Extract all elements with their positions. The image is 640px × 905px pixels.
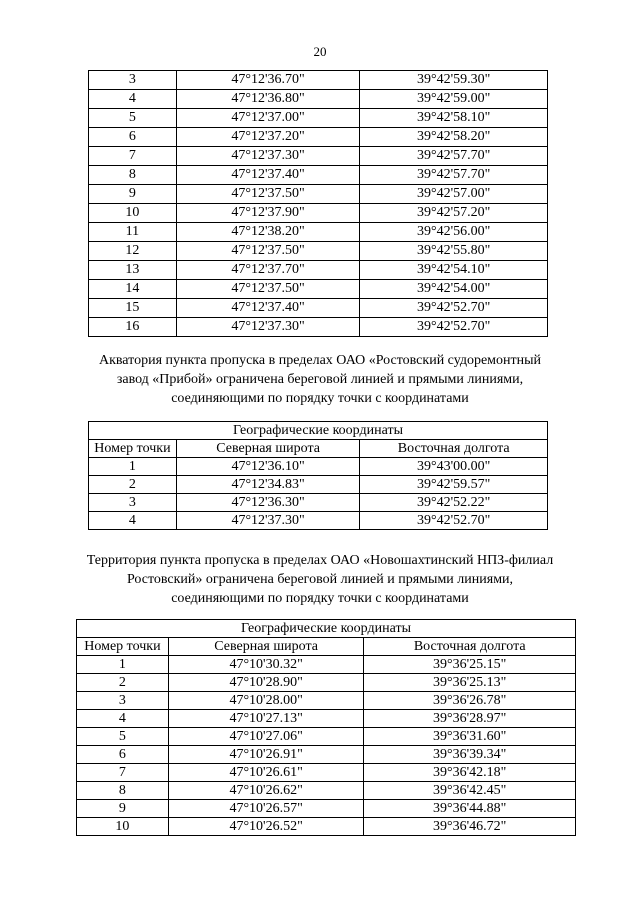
point-number-cell: 2 [77, 674, 169, 692]
table-row [77, 674, 576, 692]
paragraph-line: завод «Прибой» ограничена береговой линией и прямыми линиями, [116, 372, 524, 387]
latitude-cell: 47°10'26.62" [168, 782, 364, 800]
table-row [77, 818, 576, 836]
longitude-cell: 39°42'52.22" [360, 494, 548, 512]
coordinates-table-continued [88, 70, 548, 337]
table-row [77, 746, 576, 764]
longitude-cell: 39°36'42.18" [364, 764, 576, 782]
table-row [89, 185, 548, 204]
table-row [89, 458, 548, 476]
point-number-cell: 7 [77, 764, 169, 782]
point-number-cell: 9 [77, 800, 169, 818]
page-number: 20 [313, 44, 327, 59]
point-number-cell: 8 [89, 166, 177, 185]
latitude-cell: 47°10'26.91" [168, 746, 364, 764]
longitude-cell: 39°42'57.00" [360, 185, 548, 204]
latitude-cell: 47°12'36.10" [176, 458, 360, 476]
paragraph-line: соединяющими по порядку точки с координатами [171, 391, 469, 406]
latitude-cell: 47°10'28.00" [168, 692, 364, 710]
table-row [89, 166, 548, 185]
point-number-cell: 16 [89, 318, 177, 337]
point-number-cell: 6 [89, 128, 177, 147]
table-row [89, 512, 548, 530]
latitude-cell: 47°12'37.30" [176, 318, 360, 337]
table-body [77, 656, 576, 836]
paragraph-line: соединяющими по порядку точки с координатами [171, 591, 469, 606]
longitude-cell: 39°42'57.70" [360, 166, 548, 185]
longitude-cell: 39°42'54.10" [360, 261, 548, 280]
latitude-cell: 47°12'36.80" [176, 90, 360, 109]
table-row [89, 204, 548, 223]
table-row [89, 147, 548, 166]
column-header-longitude: Восточная долгота [360, 440, 548, 458]
column-header-longitude: Восточная долгота [364, 638, 576, 656]
coordinates-table-priboy [88, 421, 548, 530]
column-header-point: Номер точки [89, 440, 177, 458]
longitude-cell: 39°36'25.15" [364, 656, 576, 674]
longitude-cell: 39°36'31.60" [364, 728, 576, 746]
table-row [89, 128, 548, 147]
longitude-cell: 39°42'52.70" [360, 318, 548, 337]
table-row [77, 800, 576, 818]
point-number-cell: 11 [89, 223, 177, 242]
table-row [89, 280, 548, 299]
latitude-cell: 47°12'37.70" [176, 261, 360, 280]
longitude-cell: 39°42'56.00" [360, 223, 548, 242]
table-row [89, 261, 548, 280]
table-row [89, 223, 548, 242]
point-number-cell: 5 [89, 109, 177, 128]
table-row [77, 656, 576, 674]
paragraph-line: Ростовский» ограничена береговой линией и прямыми линиями, [126, 572, 514, 587]
longitude-cell: 39°36'28.97" [364, 710, 576, 728]
latitude-cell: 47°10'30.32" [168, 656, 364, 674]
point-number-cell: 15 [89, 299, 177, 318]
longitude-cell: 39°42'55.80" [360, 242, 548, 261]
point-number-cell: 12 [89, 242, 177, 261]
longitude-cell: 39°36'42.45" [364, 782, 576, 800]
paragraph-line: Территория пункта пропуска в пределах ОАО «Новошахтинский НПЗ-филиал [86, 553, 554, 568]
table-row [77, 782, 576, 800]
longitude-cell: 39°43'00.00" [360, 458, 548, 476]
latitude-cell: 47°10'26.57" [168, 800, 364, 818]
point-number-cell: 2 [89, 476, 177, 494]
table-row [89, 71, 548, 90]
point-number-cell: 8 [77, 782, 169, 800]
point-number-cell: 4 [89, 512, 177, 530]
longitude-cell: 39°42'52.70" [360, 299, 548, 318]
latitude-cell: 47°12'36.30" [176, 494, 360, 512]
latitude-cell: 47°12'37.90" [176, 204, 360, 223]
latitude-cell: 47°10'28.90" [168, 674, 364, 692]
point-number-cell: 13 [89, 261, 177, 280]
longitude-cell: 39°42'52.70" [360, 512, 548, 530]
longitude-cell: 39°42'59.30" [360, 71, 548, 90]
table-row [89, 90, 548, 109]
table-row [89, 318, 548, 337]
latitude-cell: 47°12'37.40" [176, 166, 360, 185]
point-number-cell: 3 [89, 71, 177, 90]
longitude-cell: 39°42'58.20" [360, 128, 548, 147]
latitude-cell: 47°10'27.13" [168, 710, 364, 728]
paragraph-novoshakhtinsk [60, 551, 580, 608]
point-number-cell: 7 [89, 147, 177, 166]
longitude-cell: 39°42'57.20" [360, 204, 548, 223]
latitude-cell: 47°10'26.61" [168, 764, 364, 782]
point-number-cell: 10 [77, 818, 169, 836]
longitude-cell: 39°42'59.57" [360, 476, 548, 494]
longitude-cell: 39°42'57.70" [360, 147, 548, 166]
latitude-cell: 47°12'37.50" [176, 280, 360, 299]
latitude-cell: 47°12'36.70" [176, 71, 360, 90]
table-row [89, 242, 548, 261]
point-number-cell: 1 [77, 656, 169, 674]
latitude-cell: 47°12'37.30" [176, 147, 360, 166]
point-number-cell: 14 [89, 280, 177, 299]
table-row [89, 109, 548, 128]
point-number-cell: 9 [89, 185, 177, 204]
longitude-cell: 39°36'46.72" [364, 818, 576, 836]
group-header: Географические координаты [77, 620, 576, 638]
point-number-cell: 3 [89, 494, 177, 512]
table-row [89, 476, 548, 494]
table-row [77, 728, 576, 746]
latitude-cell: 47°12'37.50" [176, 185, 360, 204]
column-header-point: Номер точки [77, 638, 169, 656]
table-body [89, 458, 548, 530]
longitude-cell: 39°36'25.13" [364, 674, 576, 692]
latitude-cell: 47°12'37.50" [176, 242, 360, 261]
latitude-cell: 47°12'38.20" [176, 223, 360, 242]
latitude-cell: 47°12'37.40" [176, 299, 360, 318]
table-row [89, 494, 548, 512]
latitude-cell: 47°12'34.83" [176, 476, 360, 494]
latitude-cell: 47°12'37.00" [176, 109, 360, 128]
coordinates-table-novoshakhtinsk [76, 619, 576, 836]
column-header-latitude: Северная широта [176, 440, 360, 458]
point-number-cell: 4 [89, 90, 177, 109]
longitude-cell: 39°42'59.00" [360, 90, 548, 109]
point-number-cell: 3 [77, 692, 169, 710]
latitude-cell: 47°12'37.20" [176, 128, 360, 147]
latitude-cell: 47°10'27.06" [168, 728, 364, 746]
longitude-cell: 39°42'58.10" [360, 109, 548, 128]
column-header-latitude: Северная широта [168, 638, 364, 656]
group-header: Географические координаты [89, 422, 548, 440]
table-row [77, 692, 576, 710]
point-number-cell: 1 [89, 458, 177, 476]
table-row [77, 710, 576, 728]
latitude-cell: 47°12'37.30" [176, 512, 360, 530]
longitude-cell: 39°36'26.78" [364, 692, 576, 710]
point-number-cell: 5 [77, 728, 169, 746]
longitude-cell: 39°36'44.88" [364, 800, 576, 818]
paragraph-priboy [60, 351, 580, 408]
point-number-cell: 4 [77, 710, 169, 728]
table-row [77, 764, 576, 782]
table-row [89, 299, 548, 318]
longitude-cell: 39°36'39.34" [364, 746, 576, 764]
table-body [89, 71, 548, 337]
latitude-cell: 47°10'26.52" [168, 818, 364, 836]
point-number-cell: 6 [77, 746, 169, 764]
longitude-cell: 39°42'54.00" [360, 280, 548, 299]
paragraph-line: Акватория пункта пропуска в пределах ОАО «Ростовский судоремонтный [98, 353, 542, 368]
point-number-cell: 10 [89, 204, 177, 223]
